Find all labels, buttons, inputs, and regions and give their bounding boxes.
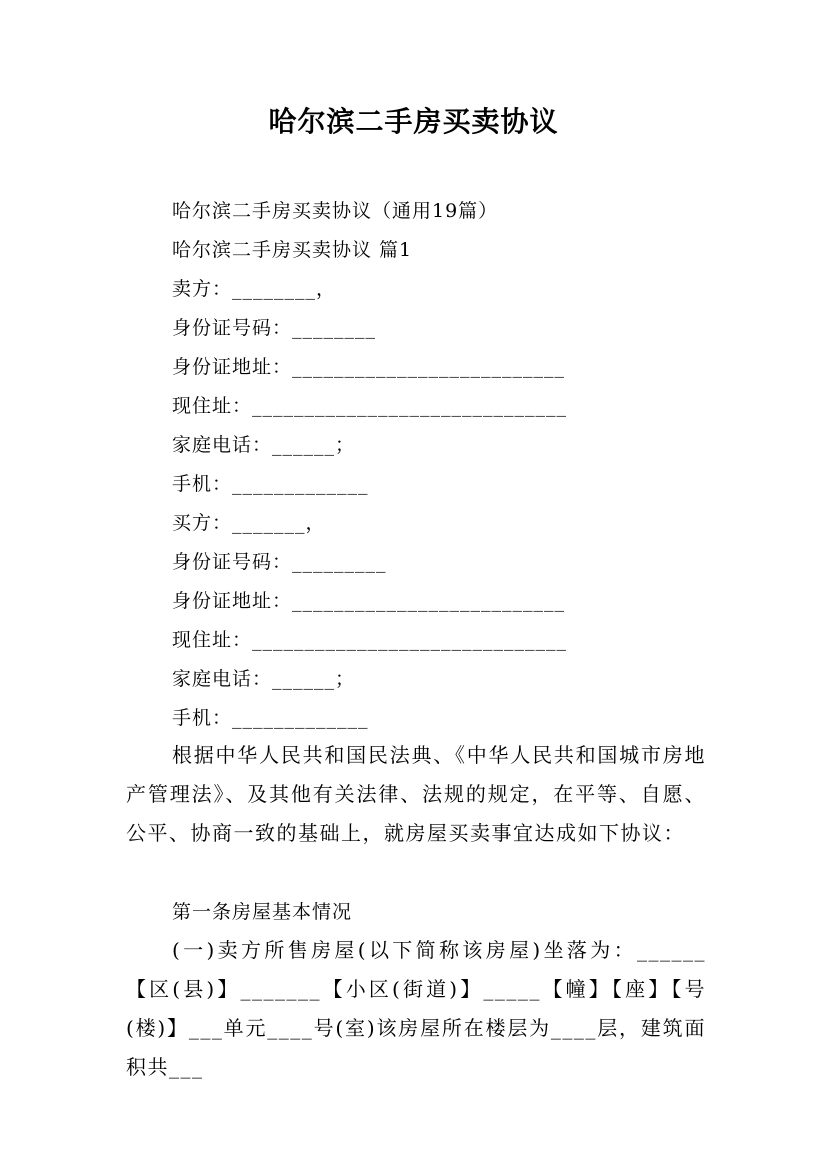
buyer-id-number: 身份证号码：_________ bbox=[172, 551, 387, 573]
seller-mobile: 手机：_____________ bbox=[172, 473, 369, 495]
document-subtitle: 哈尔滨二手房买卖协议（通用19篇） bbox=[172, 200, 499, 222]
section-1-title: 第一条房屋基本情况 bbox=[172, 901, 353, 923]
preamble-paragraph: 根据中华人民共和国民法典、《中华人民共和国城市房地产管理法》、及其他有关法律、法规的规定，在平等、自愿、公平、协商一致的基础上，就房屋买卖事宜达成如下协议： bbox=[126, 743, 706, 845]
document-title: 哈尔滨二手房买卖协议 bbox=[268, 105, 559, 138]
buyer-label: 买方：_______， bbox=[172, 512, 326, 534]
buyer-current-address: 现住址：______________________________ bbox=[172, 629, 568, 651]
buyer-home-phone: 家庭电话：______； bbox=[172, 668, 356, 690]
buyer-id-address: 身份证地址：__________________________ bbox=[172, 590, 566, 612]
seller-current-address: 现住址：______________________________ bbox=[172, 395, 568, 417]
seller-id-address: 身份证地址：__________________________ bbox=[172, 356, 566, 378]
article-heading: 哈尔滨二手房买卖协议 篇1 bbox=[172, 239, 413, 261]
seller-home-phone: 家庭电话：______； bbox=[172, 434, 356, 456]
seller-label: 卖方：________， bbox=[172, 278, 337, 300]
seller-id-number: 身份证号码：________ bbox=[172, 317, 377, 339]
buyer-mobile: 手机：_____________ bbox=[172, 707, 369, 729]
section-1-item-1: (一)卖方所售房屋(以下简称该房屋)坐落为：______【区(县)】_______【小区(街道)】_____【幢】【座】【号(楼)】___单元____号(室)该房屋所在楼层为____层，建筑面积共___ bbox=[126, 938, 706, 1079]
